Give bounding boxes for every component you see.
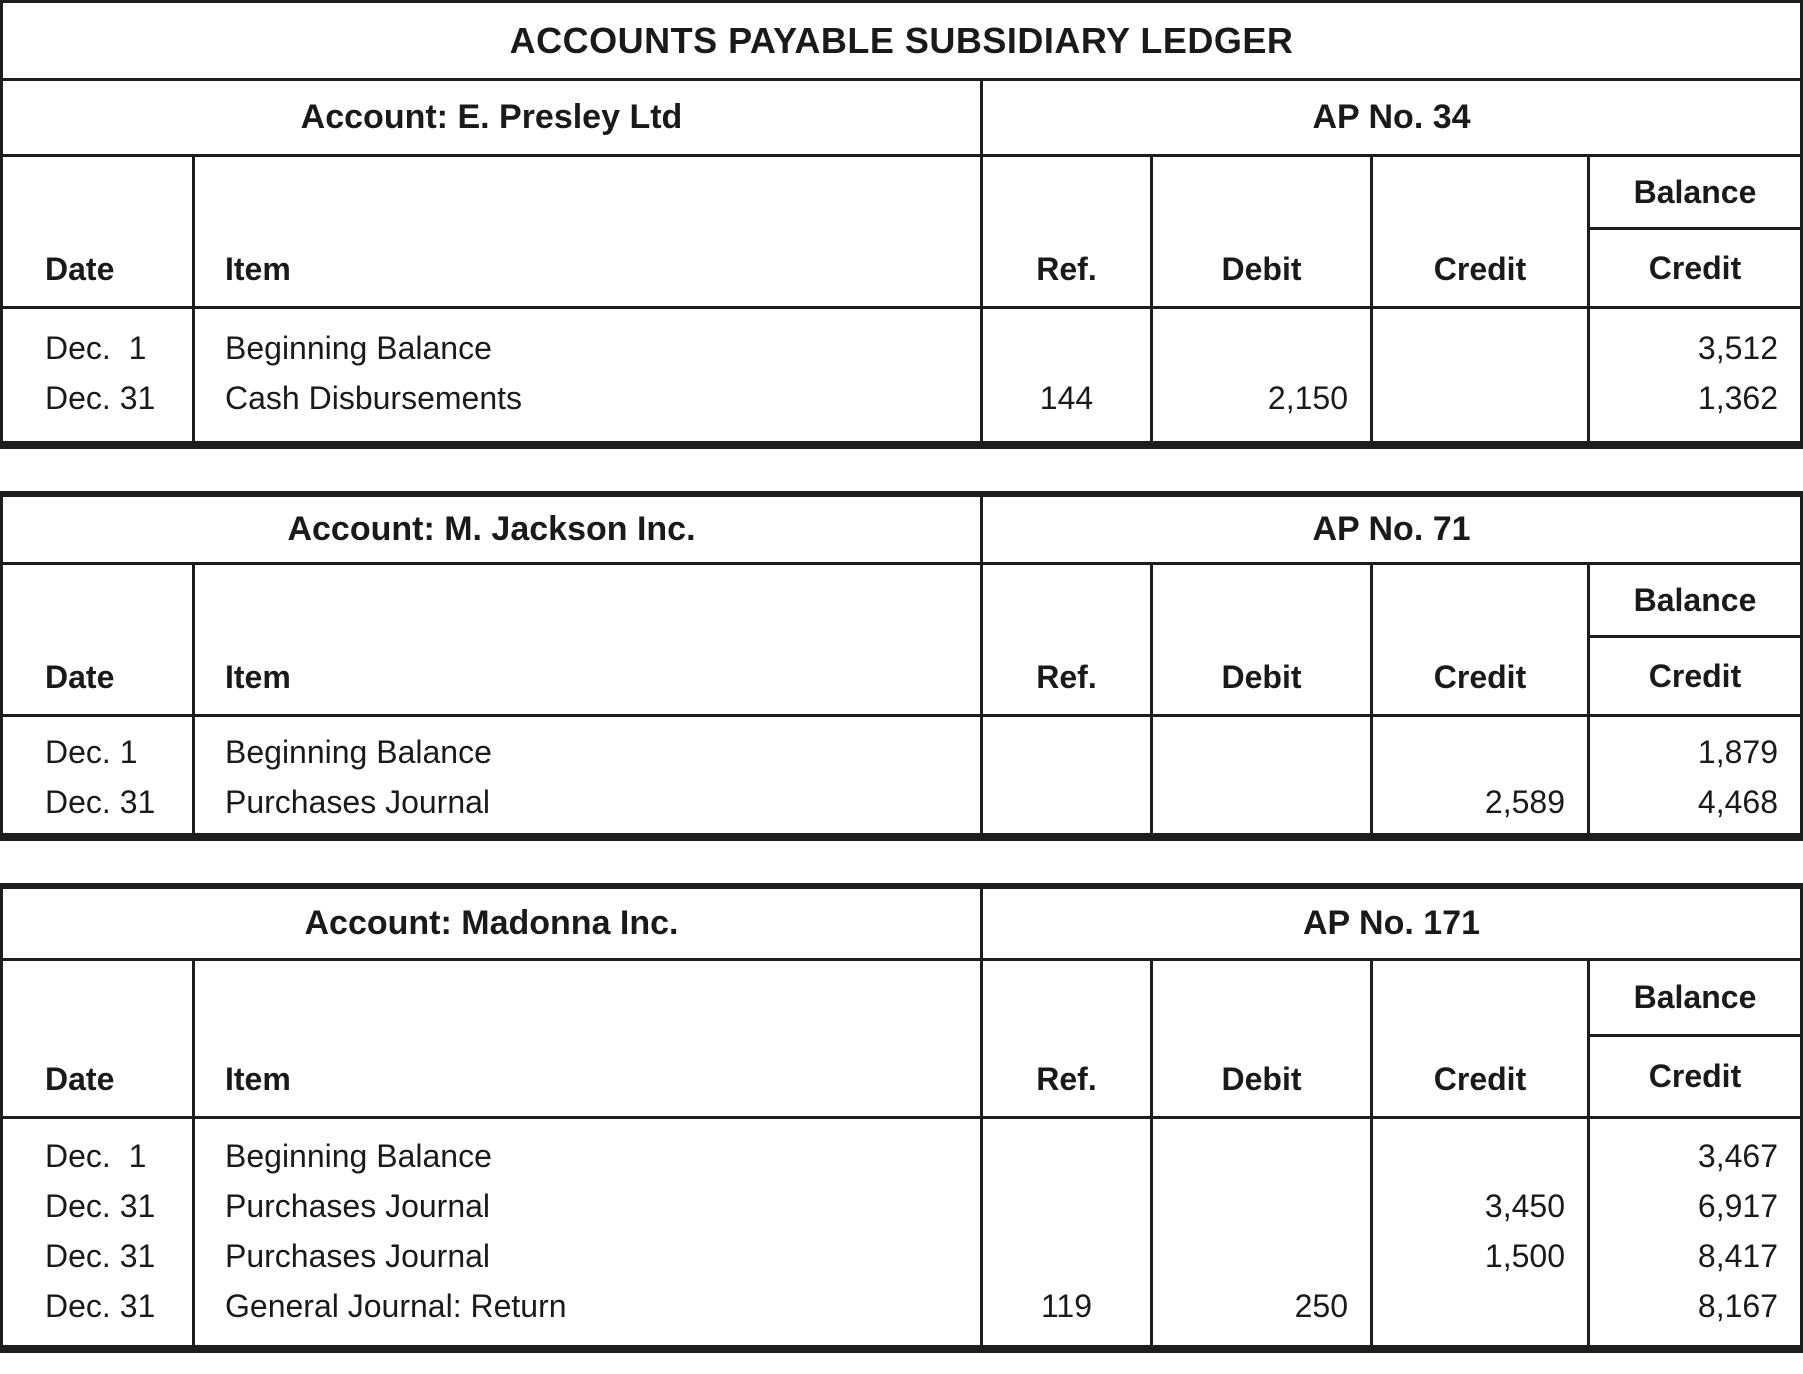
col-ref-values	[980, 717, 1150, 833]
col-balance-values	[1587, 1119, 1800, 1345]
ap-ledger-table-presley	[0, 0, 1803, 449]
cell-balance: 3,467	[1697, 1138, 1778, 1174]
account-header-row	[3, 497, 1800, 565]
col-header-debit: Debit	[1150, 565, 1370, 714]
col-header-item: Item	[192, 961, 980, 1116]
cell-debit	[1153, 1181, 1370, 1231]
cell-credit: 1,500	[1484, 1238, 1565, 1274]
ledger-title: ACCOUNTS PAYABLE SUBSIDIARY LEDGER	[3, 3, 1800, 81]
col-header-ref: Ref.	[980, 565, 1150, 714]
ap-ledger-table-madonna	[0, 883, 1803, 1353]
account-name: Account: E. Presley Ltd	[300, 98, 683, 136]
cell-credit: 3,450	[1484, 1188, 1565, 1224]
cell-debit	[1153, 1131, 1370, 1181]
col-header-balance: Balance	[1590, 961, 1800, 1037]
ap-ledger-table-jackson	[0, 491, 1803, 841]
col-date-values	[3, 1119, 192, 1345]
cell-debit	[1153, 777, 1370, 827]
account-header-row	[3, 81, 1800, 157]
cell-item: Beginning Balance	[225, 1138, 492, 1174]
cell-credit	[1373, 1131, 1587, 1181]
col-ref-values	[980, 309, 1150, 441]
cell-item: Beginning Balance	[225, 734, 492, 770]
col-header-balance-credit: Credit	[1648, 657, 1742, 694]
cell-ref	[983, 1131, 1150, 1181]
cell-balance: 8,167	[1697, 1288, 1778, 1324]
ap-number: AP No. 71	[980, 497, 1800, 562]
col-balance-values	[1587, 309, 1800, 441]
col-credit-values	[1370, 717, 1587, 833]
col-date-values	[3, 717, 192, 833]
column-header-row	[3, 961, 1800, 1119]
col-item-values	[192, 717, 980, 833]
cell-date: Dec. 31	[45, 1188, 156, 1224]
cell-balance: 4,468	[1697, 784, 1778, 820]
col-header-ref: Ref.	[980, 157, 1150, 306]
col-header-balance-group	[1587, 961, 1800, 1116]
col-item-values	[192, 309, 980, 441]
ap-number: AP No. 34	[980, 81, 1800, 154]
cell-debit: 250	[1294, 1288, 1348, 1324]
col-header-debit: Debit	[1150, 961, 1370, 1116]
column-header-row	[3, 565, 1800, 717]
col-header-balance-credit: Credit	[1648, 249, 1742, 286]
cell-balance: 8,417	[1697, 1238, 1778, 1274]
cell-debit: 2,150	[1267, 380, 1348, 416]
cell-balance: 3,512	[1697, 330, 1778, 366]
cell-item: Purchases Journal	[225, 784, 491, 820]
col-header-balance: Balance	[1590, 157, 1800, 230]
cell-ref: 144	[1039, 380, 1094, 416]
cell-ref	[983, 1231, 1150, 1281]
col-debit-values	[1150, 717, 1370, 833]
col-header-date: Date	[45, 659, 115, 695]
col-header-balance-group	[1587, 157, 1800, 306]
cell-balance: 6,917	[1697, 1188, 1778, 1224]
cell-item: Beginning Balance	[225, 330, 492, 366]
cell-item: General Journal: Return	[225, 1288, 567, 1324]
column-header-row	[3, 157, 1800, 309]
cell-ref	[983, 1181, 1150, 1231]
ap-number: AP No. 171	[980, 889, 1800, 958]
account-header-row	[3, 889, 1800, 961]
cell-date: Dec. 1	[45, 330, 147, 366]
cell-ref	[983, 777, 1150, 827]
cell-date: Dec. 31	[45, 784, 156, 820]
ledger-rows	[3, 717, 1800, 833]
col-header-ref: Ref.	[980, 961, 1150, 1116]
account-name: Account: M. Jackson Inc.	[287, 510, 696, 548]
col-debit-values	[1150, 1119, 1370, 1345]
col-header-date: Date	[45, 251, 115, 287]
table-gap	[0, 449, 1803, 491]
cell-date: Dec. 31	[45, 1288, 156, 1324]
col-header-item: Item	[192, 157, 980, 306]
cell-item: Purchases Journal	[225, 1188, 491, 1224]
ledger-rows	[3, 1119, 1800, 1345]
cell-date: Dec. 31	[45, 380, 156, 416]
col-credit-values	[1370, 309, 1587, 441]
cell-balance: 1,362	[1697, 380, 1778, 416]
col-credit-values	[1370, 1119, 1587, 1345]
account-name: Account: Madonna Inc.	[304, 904, 679, 942]
col-item-values	[192, 1119, 980, 1345]
col-header-date: Date	[45, 1061, 115, 1097]
col-date-values	[3, 309, 192, 441]
col-balance-values	[1587, 717, 1800, 833]
cell-debit	[1153, 1231, 1370, 1281]
cell-date: Dec. 1	[45, 1138, 147, 1174]
cell-ref	[983, 323, 1150, 373]
table-gap	[0, 841, 1803, 883]
col-header-balance-credit: Credit	[1648, 1058, 1742, 1094]
col-header-balance-group	[1587, 565, 1800, 714]
cell-debit	[1153, 323, 1370, 373]
cell-credit	[1373, 323, 1587, 373]
cell-credit	[1373, 1281, 1587, 1331]
col-header-item: Item	[192, 565, 980, 714]
cell-item: Cash Disbursements	[225, 380, 522, 416]
cell-debit	[1153, 727, 1370, 777]
cell-ref	[983, 727, 1150, 777]
cell-item: Purchases Journal	[225, 1238, 491, 1274]
cell-credit	[1373, 373, 1587, 423]
col-debit-values	[1150, 309, 1370, 441]
col-header-credit: Credit	[1370, 157, 1587, 306]
cell-credit: 2,589	[1484, 784, 1565, 820]
col-header-debit: Debit	[1150, 157, 1370, 306]
col-header-balance: Balance	[1590, 565, 1800, 638]
ledger-rows	[3, 309, 1800, 441]
cell-date: Dec. 1	[45, 734, 138, 770]
col-header-credit: Credit	[1370, 565, 1587, 714]
col-ref-values	[980, 1119, 1150, 1345]
col-header-credit: Credit	[1370, 961, 1587, 1116]
cell-credit	[1373, 727, 1587, 777]
cell-ref: 119	[1040, 1288, 1092, 1324]
cell-balance: 1,879	[1697, 734, 1778, 770]
cell-date: Dec. 31	[45, 1238, 156, 1274]
